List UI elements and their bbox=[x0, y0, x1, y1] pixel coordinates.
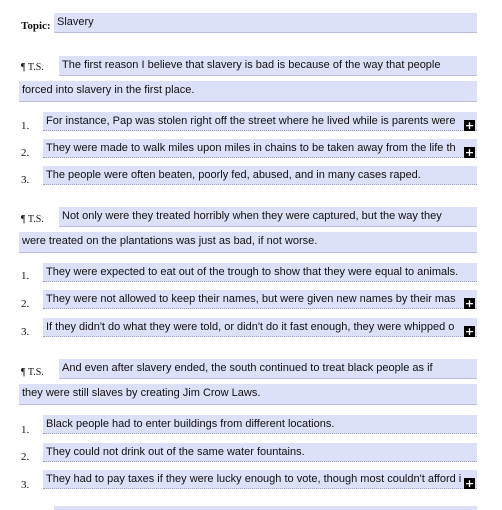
supporting-detail-1-1[interactable]: For instance, Pap was stolen right off the street where he lived while is parents were bbox=[43, 112, 477, 131]
topic-sentence-2-line-1[interactable]: Not only were they treated horribly when they were captured, but the way they bbox=[59, 207, 477, 227]
item-number: 1. bbox=[21, 270, 30, 282]
topic-sentence-1-line-1[interactable]: The first reason I believe that slavery is bad is because of the way that people bbox=[59, 56, 477, 76]
plus-icon[interactable]: + bbox=[464, 297, 475, 310]
topic-sentence-label: ¶ T.S. bbox=[21, 367, 44, 378]
plus-icon[interactable]: + bbox=[464, 146, 475, 159]
item-number: 2. bbox=[21, 298, 30, 310]
supporting-detail-1-2[interactable]: They were made to walk miles upon miles in chains to be taken away from the life th bbox=[43, 139, 477, 158]
topic-sentence-3-line-1[interactable]: And even after slavery ended, the south continued to treat black people as if bbox=[59, 359, 477, 379]
supporting-detail-1-3[interactable]: The people were often beaten, poorly fed, abused, and in many cases raped. bbox=[43, 166, 477, 185]
topic-sentence-2-line-2[interactable]: were treated on the plantations was just as bad, if not worse. bbox=[19, 232, 477, 253]
topic-sentence-label: ¶ T.S. bbox=[21, 214, 44, 225]
supporting-detail-3-2[interactable]: They could not drink out of the same water fountains. bbox=[43, 443, 477, 462]
supporting-detail-2-1[interactable]: They were expected to eat out of the trough to show that they were equal to animals. bbox=[43, 263, 477, 282]
item-number: 1. bbox=[21, 424, 30, 436]
item-number: 3. bbox=[21, 326, 30, 338]
supporting-detail-3-3[interactable]: They had to pay taxes if they were lucky enough to vote, though most couldn't afford i bbox=[43, 470, 477, 489]
plus-icon[interactable]: + bbox=[464, 325, 475, 338]
item-number: 2. bbox=[21, 451, 30, 463]
next-topic-sentence-field[interactable] bbox=[54, 506, 477, 510]
item-number: 2. bbox=[21, 147, 30, 159]
supporting-detail-3-1[interactable]: Black people had to enter buildings from different locations. bbox=[43, 415, 477, 434]
item-number: 3. bbox=[21, 479, 30, 491]
supporting-detail-2-2[interactable]: They were not allowed to keep their names, but were given new names by their mas bbox=[43, 290, 477, 309]
topic-sentence-3-line-2[interactable]: they were still slaves by creating Jim Crow Laws. bbox=[19, 384, 477, 405]
supporting-detail-2-3[interactable]: If they didn't do what they were told, or didn't do it fast enough, they were whipped o bbox=[43, 318, 477, 337]
plus-icon[interactable]: + bbox=[464, 477, 475, 490]
item-number: 1. bbox=[21, 120, 30, 132]
item-number: 3. bbox=[21, 174, 30, 186]
topic-label: Topic: bbox=[21, 20, 51, 32]
topic-sentence-1-line-2[interactable]: forced into slavery in the first place. bbox=[19, 81, 477, 102]
plus-icon[interactable]: + bbox=[464, 119, 475, 132]
topic-input[interactable]: Slavery bbox=[54, 13, 477, 33]
topic-sentence-label: ¶ T.S. bbox=[21, 62, 44, 73]
